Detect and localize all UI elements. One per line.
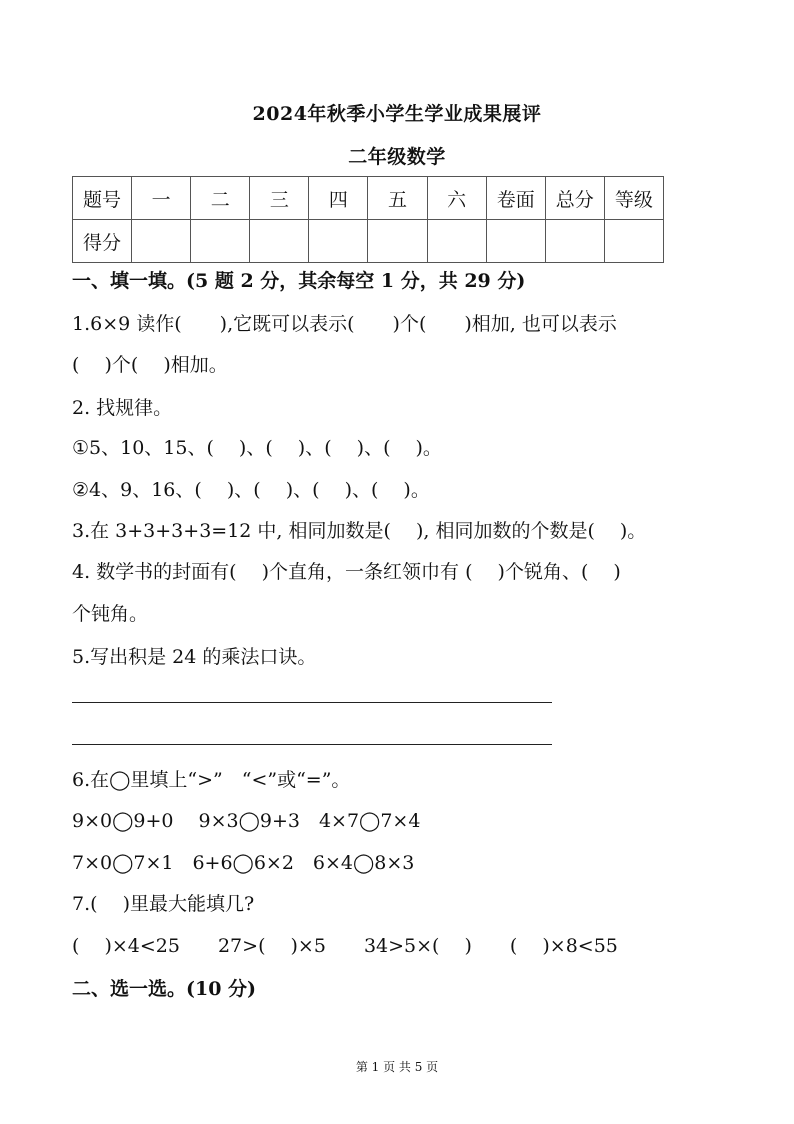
question-5: 5.写出积是 24 的乘法口诀。 <box>72 646 317 668</box>
score-cell: 一 <box>132 177 191 220</box>
score-cell: 四 <box>309 177 368 220</box>
question-6-row-2: 7×0◯7×1 6+6◯6×2 6×4◯8×3 <box>72 852 415 874</box>
question-4-line-1: 4. 数学书的封面有( )个直角，一条红领巾有 ( )个锐角、( ) <box>72 561 621 583</box>
score-cell <box>191 220 250 263</box>
question-2-a: ①5、10、15、( )、( )、( )、( )。 <box>72 437 442 459</box>
question-6: 6.在◯里填上“>” “<”或“=”。 <box>72 769 351 791</box>
score-cell <box>309 220 368 263</box>
score-table-score-row <box>73 220 664 263</box>
score-cell: 卷面 <box>486 177 545 220</box>
score-cell <box>132 220 191 263</box>
score-table <box>72 176 664 263</box>
question-4-line-2: 个钝角。 <box>72 603 149 625</box>
score-cell <box>427 220 486 263</box>
document-title: 2024年秋季小学生学业成果展评 <box>252 103 542 125</box>
score-cell: 题号 <box>73 177 132 220</box>
question-1-line-1: 1.6×9 读作( ),它既可以表示( )个( )相加, 也可以表示 <box>72 313 617 335</box>
section2-heading: 二、选一选。(10 分) <box>72 978 257 1000</box>
score-cell <box>368 220 427 263</box>
score-cell <box>486 220 545 263</box>
document-subtitle: 二年级数学 <box>348 146 446 168</box>
score-cell: 二 <box>191 177 250 220</box>
score-table-header-row <box>73 177 664 220</box>
question-2: 2. 找规律。 <box>72 397 173 419</box>
score-cell: 得分 <box>73 220 132 263</box>
question-2-b: ②4、9、16、( )、( )、( )、( )。 <box>72 479 430 501</box>
score-cell: 总分 <box>545 177 604 220</box>
answer-line[interactable] <box>72 702 552 703</box>
score-cell <box>604 220 663 263</box>
page-number: 第 1 页 共 5 页 <box>355 1060 439 1074</box>
answer-line[interactable] <box>72 744 552 745</box>
score-cell: 六 <box>427 177 486 220</box>
score-cell <box>250 220 309 263</box>
question-1-line-2: ( )个( )相加。 <box>72 354 228 376</box>
question-7: 7.( )里最大能填几? <box>72 893 255 915</box>
score-cell <box>545 220 604 263</box>
score-cell: 五 <box>368 177 427 220</box>
question-7-row: ( )×4<25 27>( )×5 34>5×( ) ( )×8<55 <box>72 935 618 957</box>
section1-heading: 一、填一填。(5 题 2 分，其余每空 1 分，共 29 分) <box>72 270 526 292</box>
question-6-row-1: 9×0◯9+0 9×3◯9+3 4×7◯7×4 <box>72 810 421 832</box>
question-3: 3.在 3+3+3+3=12 中, 相同加数是( ), 相同加数的个数是( )。 <box>72 520 647 542</box>
score-cell: 三 <box>250 177 309 220</box>
score-cell: 等级 <box>604 177 663 220</box>
